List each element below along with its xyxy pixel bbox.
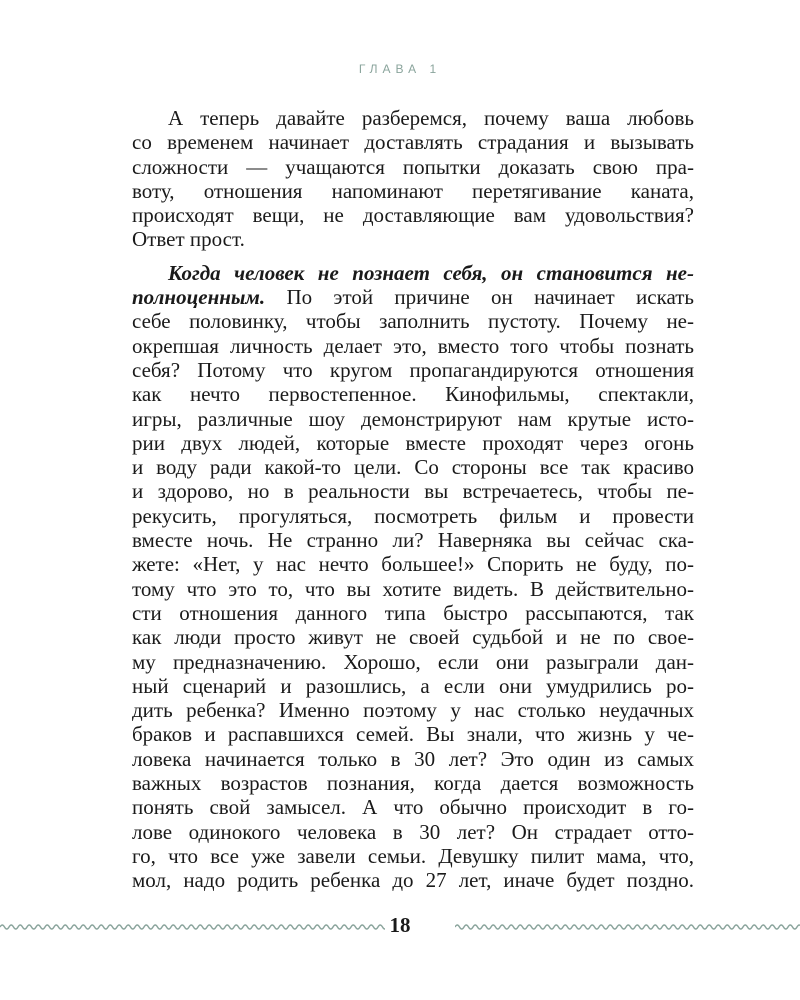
text-line: ный сценарий и разошлись, а если они умудрились ро-	[132, 673, 694, 698]
text-line: мол, надо родить ребенка до 27 лет, иначе будет поздно.	[132, 868, 694, 893]
text-line: понять свой замысел. А что обычно происходит в го-	[132, 795, 694, 820]
text-line: рекусить, прогуляться, посмотреть фильм и провести	[132, 503, 694, 528]
text-line: А теперь давайте разберемся, почему ваша любовь	[168, 106, 694, 130]
text-line: ловека начинается только в 30 лет? Это один из самых	[132, 746, 694, 771]
text-line: себя? Потому что кругом пропагандируются отношения	[132, 357, 694, 382]
text-line: окрепшая личность делает это, вместо того чтобы познать	[132, 333, 694, 358]
emphasis-text: полноценным.	[132, 285, 266, 310]
page-number: 18	[389, 913, 411, 937]
text-line: лове одинокого человека в 30 лет? Он страдает отто-	[132, 819, 694, 844]
text-run: По этой причине он начинает искать	[265, 285, 694, 310]
text-line	[132, 261, 694, 285]
emphasis-text: Когда человек не познает себя, он становится не-	[168, 260, 694, 285]
text-line: игры, различные шоу демонстрируют нам крутые исто-	[132, 406, 694, 431]
text-line: и здорово, но в реальности вы встречаетесь, чтобы пе-	[132, 479, 694, 504]
text-line: жете: «Нет, у нас нечто большее!» Спорить не буду, по-	[132, 552, 694, 577]
text-line: сложности — учащаются попытки доказать свою пра-	[132, 154, 694, 179]
text-line: как нечто первостепенное. Кинофильмы, спектакли,	[132, 382, 694, 407]
chapter-header: ГЛАВА 1	[358, 62, 442, 76]
page-footer	[0, 912, 800, 942]
text-line: как люди просто живут не своей судьбой и не по свое-	[132, 625, 694, 650]
text-line: Ответ прост.	[132, 227, 245, 252]
text-line	[132, 285, 694, 309]
text-line: му предназначению. Хорошо, если они разыграли дан-	[132, 649, 694, 674]
text-line: дить ребенка? Именно поэтому у нас столько неудачных	[132, 698, 694, 723]
text-line: вместе ночь. Не странно ли? Наверняка вы сейчас ска-	[132, 528, 694, 553]
text-line: воту, отношения напоминают перетягивание каната,	[132, 178, 694, 203]
text-line: и воду ради какой-то цели. Со стороны все так красиво	[132, 455, 694, 480]
text-line: происходят вещи, не доставляющие вам удовольствия?	[132, 203, 694, 228]
text-line: го, что все уже завели семьи. Девушку пилит мама, что,	[132, 843, 694, 868]
paragraph	[132, 106, 694, 252]
text-line: рии двух людей, которые вместе проходят через огонь	[132, 430, 694, 455]
text-line: тому что это то, что вы хотите видеть. В действительно-	[132, 576, 694, 601]
text-line: себе половинку, чтобы заполнить пустоту. Почему не-	[132, 309, 694, 334]
text-line: браков и распавшихся семей. Вы знали, что жизнь у че-	[132, 722, 694, 747]
text-line: со временем начинает доставлять страдания и вызывать	[132, 130, 694, 155]
paragraph	[132, 261, 694, 893]
wavy-line-ornament-right	[455, 922, 800, 932]
page-body	[132, 106, 694, 893]
text-line: важных возрастов познания, когда дается возможность	[132, 771, 694, 796]
text-line: сти отношения данного типа быстро рассыпаются, так	[132, 600, 694, 625]
